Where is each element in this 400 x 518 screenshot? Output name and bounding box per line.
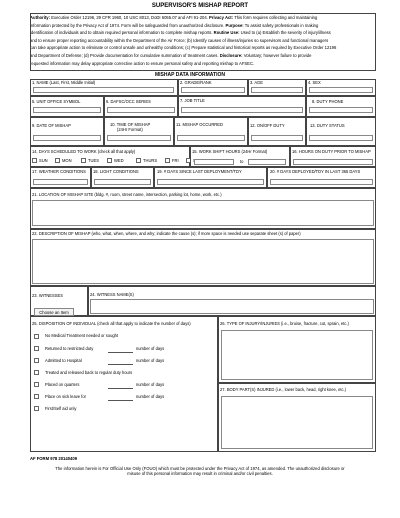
day-thurs-label: THURS [143, 157, 158, 163]
quarters-days-field[interactable] [108, 385, 133, 389]
day-tues-label: TUES [88, 157, 99, 163]
hours-label: 16. HOURS ON DUTY PRIOR TO MISHAP [292, 149, 371, 154]
quarters-label: Placed on quarters [45, 382, 80, 387]
time-label: 10. TIME OF MISHAP [110, 122, 151, 127]
hospital-days-label: number of days [136, 358, 165, 363]
location-label: 21. LOCATION OF MISHAP SITE (bldg. #, room, street name, intersection, parking lot, home, work, etc.) [32, 192, 222, 197]
deploy-since-label: 19. # DAYS SINCE LAST DEPLOYMENT/TDY [157, 169, 242, 174]
injury-type-label: 26. TYPE OF INJURY/INJURIES (i.e., bruise, fracture, cut, sprain, etc.) [220, 321, 349, 326]
sick-leave-days-label: number of days [136, 394, 165, 399]
time-field[interactable] [107, 135, 171, 141]
body-part-field[interactable] [221, 396, 373, 449]
hospital-days-field[interactable] [108, 361, 133, 365]
sex-field[interactable] [309, 87, 373, 93]
occurred-label: 11. MISHAP OCCURRED [176, 122, 223, 127]
sick-leave-label: Place on sick leave for [45, 394, 86, 399]
day-wed-label: WED [114, 157, 124, 163]
deployed-label: 20. # DAYS DEPLOYED/TDY IN LAST 365 DAYS [270, 169, 361, 174]
no-treatment-checkbox[interactable] [34, 334, 39, 339]
first-aid-checkbox[interactable] [34, 406, 39, 411]
witnesses-label: 23. WITNESSES [32, 293, 63, 298]
body-part-label: 27. BODY PART(S) INJURED (i.e., lower back, head, right knee, etc.) [220, 387, 347, 392]
phone-label: 8. DUTY PHONE [312, 99, 344, 104]
shift-to-label: to [240, 159, 244, 164]
onoff-cell [248, 117, 306, 146]
restricted-days-field[interactable] [108, 349, 133, 353]
shift-end-field[interactable] [248, 159, 286, 165]
shift-label: 15. WORK SHIFT HOURS (24Hr Format) [192, 149, 268, 154]
deploy-since-field[interactable] [157, 179, 264, 185]
date-label: 9. DATE OF MISHAP [32, 123, 71, 128]
restricted-days-label: number of days [136, 346, 165, 351]
description-label: 22. DESCRIPTION OF MISHAP (who, what, when, where, and why; indicate the cause (s); if more space is needed use separate sheet (s) of paper) [32, 231, 301, 236]
day-fri-checkbox[interactable] [165, 158, 170, 163]
grade-label: 2. GRADE/RANK [180, 80, 212, 85]
onoff-field[interactable] [251, 135, 303, 141]
day-fri-label: FRI [172, 157, 179, 163]
sick-leave-days-field[interactable] [108, 397, 133, 401]
name-label: 1. NAME (Last, First, Middle Initial) [32, 80, 96, 85]
light-label: 18. LIGHT CONDITIONS [93, 169, 139, 174]
day-mon-checkbox[interactable] [55, 158, 60, 163]
onoff-label: 12. ON/OFF DUTY [250, 123, 285, 128]
day-sun-checkbox[interactable] [32, 158, 37, 163]
authority-box [30, 13, 376, 71]
unit-label: 5. UNIT OFFICE SYMBOL [32, 99, 81, 104]
date-field[interactable] [33, 135, 101, 141]
days-label: 14. DAYS SCHEDULED TO WORK (check all that apply) [32, 149, 136, 154]
restricted-duty-checkbox[interactable] [34, 346, 39, 351]
witness-names-label: 24. WITNESS NAME(S) [90, 292, 134, 297]
name-field[interactable] [33, 87, 174, 93]
time-format-label: (24Hr Format) [117, 127, 143, 132]
day-tues-checkbox[interactable] [81, 158, 86, 163]
quarters-days-label: number of days [136, 382, 165, 387]
dafsc-label: 6. DAFSC/OCC SERIES [106, 99, 151, 104]
phone-field[interactable] [309, 107, 373, 113]
hospital-label: Admitted to Hospital [45, 358, 82, 363]
dafsc-field[interactable] [107, 107, 175, 113]
authority-statement: Authority: Executive Order 12196, 29 CFR 1960, 10 USC 8013, DoDI 6055.07 and AFI 91-204. Privacy Act: This form requires collecting and maintaining information protected by the Privacy Act of 1974. Form will be safeguarded from unauthorized disclosure. Purpose: To assist safety professionals in making identification of individuals and to obtain required personal information to complete mishap reports. Routine Use: Used to (a) Establish the severity of injury/illness and to ensure proper reporting accountability within the Department of the Air Force; (b) Identify causes of illness/injuries so supervisors and functional managers can take appropriate action to eliminate or control unsafe and unhealthy conditions; (c) Prepare statistical and historical reports as required by Executive Order 12196 and Department of Defense; (d) Provide documentation for cumulative summation of treatment cases. Disclosure: Voluntary; however failure to provide requested information may delay appropriate corrective action to ensure personal safety and reporting mishap to AFSEC. [30, 15, 337, 66]
day-thurs-checkbox[interactable] [136, 158, 141, 163]
day-mon-label: MON [62, 157, 72, 163]
weather-label: 17. WEATHER CONDITIONS [32, 169, 86, 174]
no-treatment-label: No Medical Treatment needed or sought [45, 333, 119, 338]
sex-label: 4. SEX [308, 80, 321, 85]
unit-field[interactable] [33, 107, 101, 113]
grade-field[interactable] [181, 87, 245, 93]
occurred-field[interactable] [177, 135, 245, 141]
hours-field[interactable] [293, 159, 373, 165]
status-cell [306, 117, 376, 146]
age-label: 3. AGE [250, 80, 263, 85]
location-field[interactable] [32, 200, 374, 226]
light-field[interactable] [94, 179, 151, 185]
job-title-field[interactable] [181, 107, 303, 113]
description-field[interactable] [32, 239, 374, 284]
released-checkbox[interactable] [34, 370, 39, 375]
status-label: 13. DUTY STATUS [310, 123, 345, 128]
age-field[interactable] [251, 87, 303, 93]
date-cell [30, 117, 104, 146]
injury-type-field[interactable] [221, 330, 373, 380]
witness-dropdown[interactable]: Choose an Item [34, 308, 74, 316]
first-aid-label: First/Self aid only [45, 406, 77, 411]
fouo-line-2: misuse of this personal information may result in criminal and/or civil penalties. [127, 471, 273, 476]
witness-names-field[interactable] [90, 299, 374, 314]
restricted-duty-label: Returned to restricted duty [45, 346, 94, 351]
day-wed-checkbox[interactable] [107, 158, 112, 163]
fouo-line-1: The information herein is For Official Use Only (FOUO) which must be protected under the Privacy Act of 1974, as amended. The unauthorized disclosure or [55, 466, 345, 471]
form-id: AF FORM 978 20140409 [30, 456, 78, 461]
form-title: SUPERVISOR'S MISHAP REPORT [151, 3, 249, 9]
disposition-label: 25. DISPOSITION OF INDIVIDUAL (check all that apply to indicate the number of days) [32, 321, 191, 326]
days-checkboxes [32, 158, 192, 164]
status-field[interactable] [309, 135, 373, 141]
hospital-checkbox[interactable] [34, 358, 39, 363]
quarters-checkbox[interactable] [34, 382, 39, 387]
released-label: Treated and released back to regular duty hours [45, 370, 133, 375]
shift-start-field[interactable] [194, 159, 234, 165]
weather-field[interactable] [33, 179, 88, 185]
deployed-field[interactable] [270, 179, 373, 185]
job-title-label: 7. JOB TITLE [180, 98, 205, 103]
section-header: MISHAP DATA INFORMATION [155, 72, 225, 78]
day-sun-label: SUN [39, 157, 48, 163]
sick-leave-checkbox[interactable] [34, 394, 39, 399]
